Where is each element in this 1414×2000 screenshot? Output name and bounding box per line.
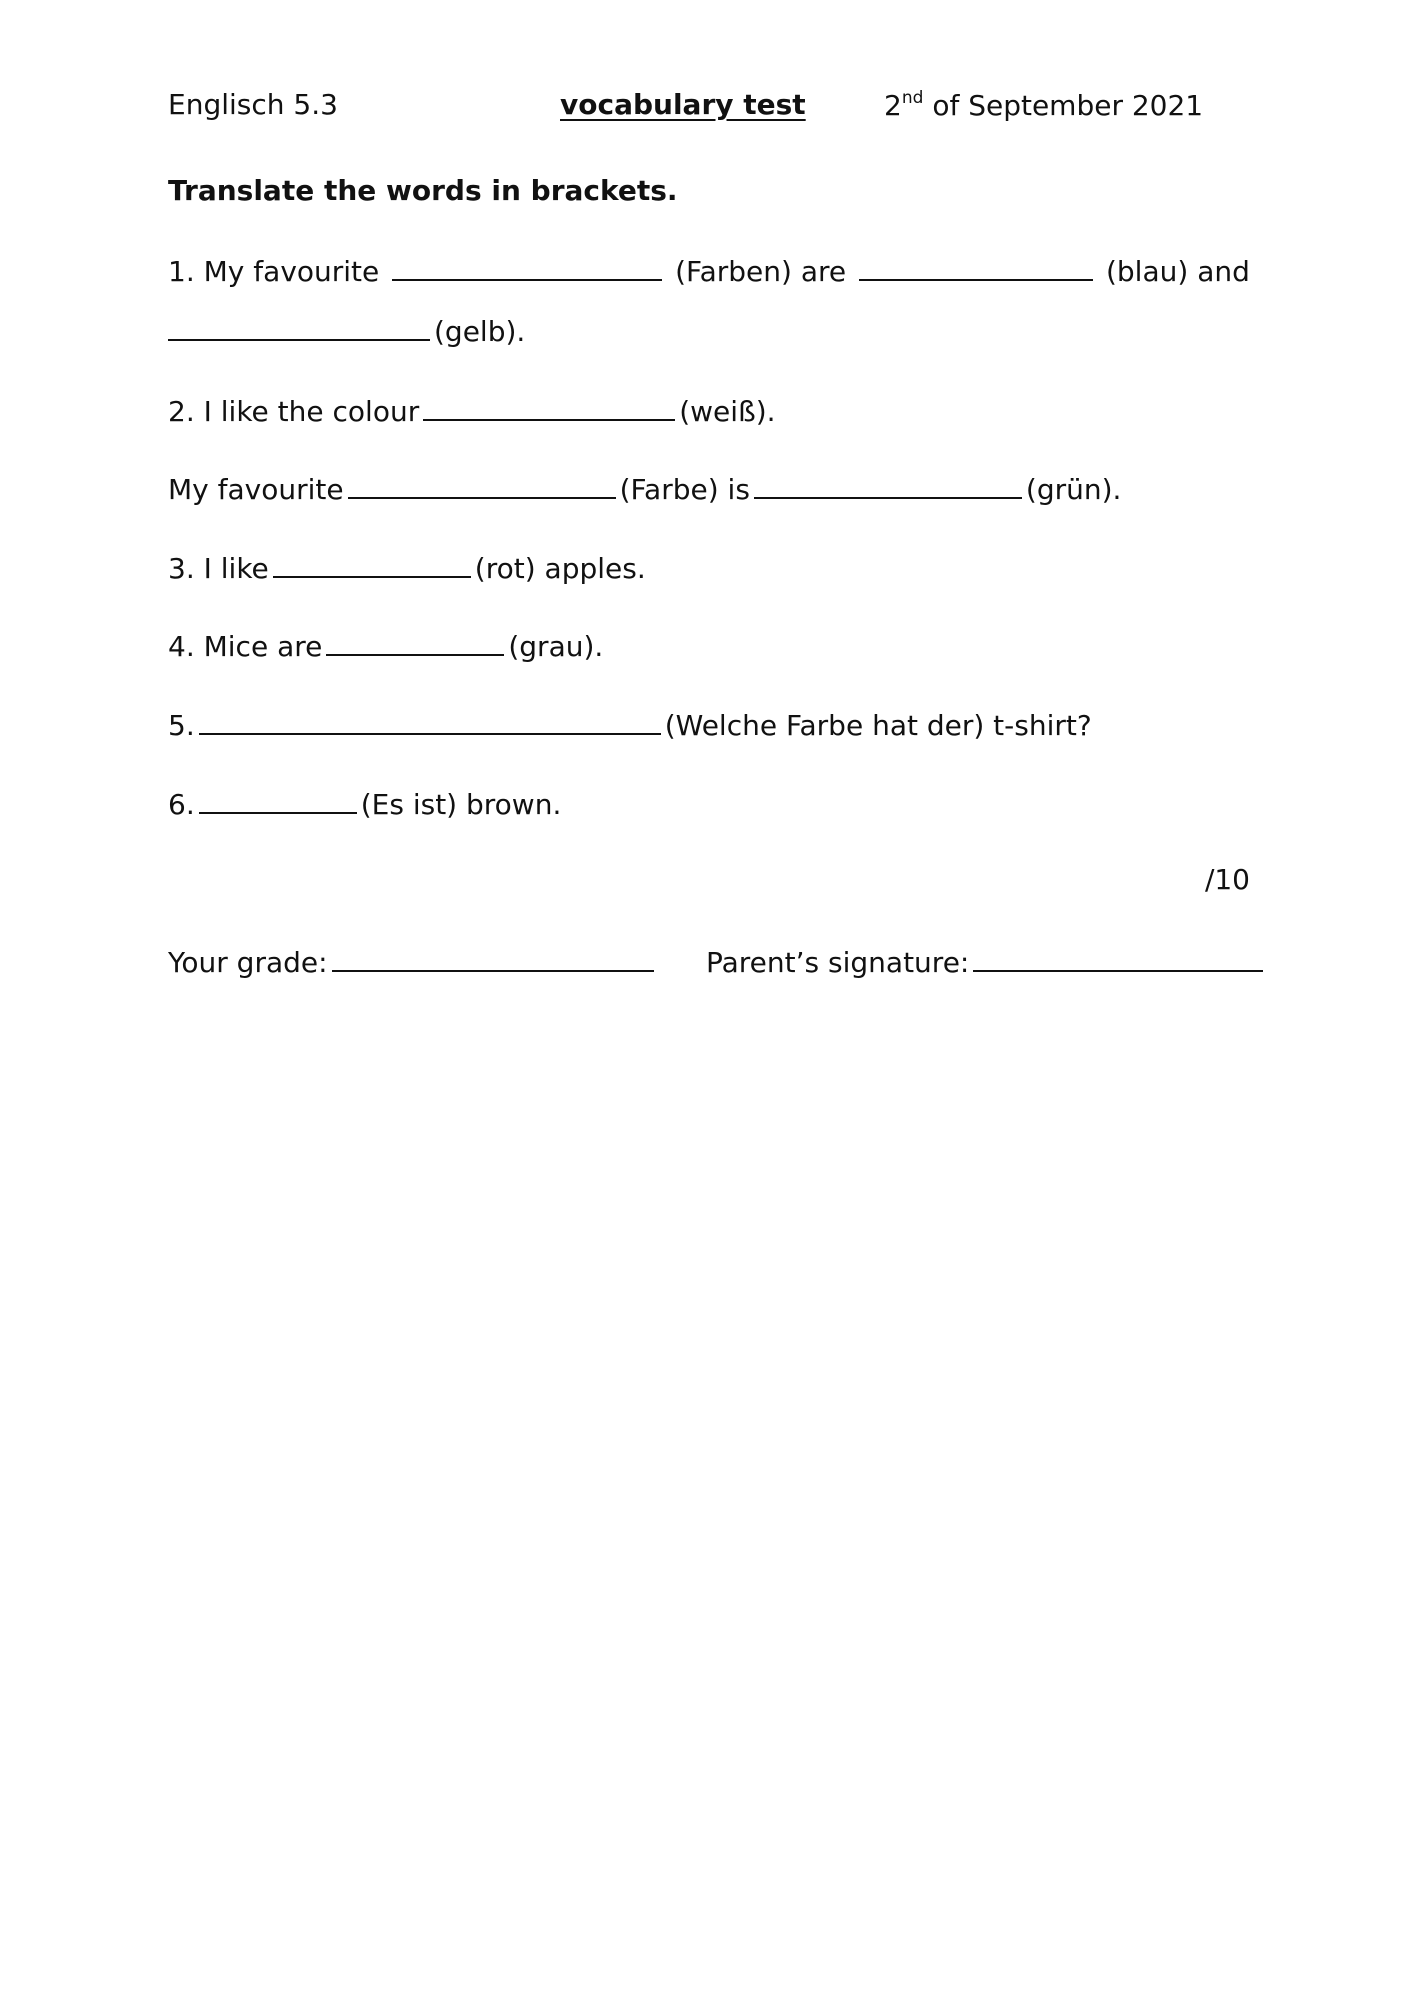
q5-prefix: 5. (168, 709, 195, 742)
question-1-line-2 (168, 311, 1250, 350)
q2-prefix: 2. I like the colour (168, 395, 420, 428)
q2b-hint-gruen: (grün). (1025, 473, 1122, 506)
answer-blank[interactable] (754, 469, 1022, 499)
q6-prefix: 6. (168, 788, 195, 821)
test-title: vocabulary test (560, 88, 806, 121)
q1-mid: are (800, 255, 847, 288)
signature-field (706, 942, 1267, 981)
answer-blank[interactable] (199, 784, 357, 814)
date-suffix: nd (901, 88, 924, 108)
answer-blank[interactable] (392, 251, 662, 281)
question-4 (168, 626, 1250, 665)
test-date (884, 88, 1203, 122)
date-rest: of September 2021 (932, 89, 1204, 122)
signature-label: Parent’s signature: (706, 946, 970, 979)
q1-number: 1. (168, 255, 195, 288)
answer-blank[interactable] (859, 251, 1093, 281)
question-2-line-2 (168, 469, 1250, 508)
q1-hint-gelb: (gelb). (434, 315, 526, 348)
answer-blank[interactable] (199, 705, 661, 735)
answer-blank[interactable] (348, 469, 616, 499)
question-6 (168, 784, 1250, 823)
q1-prefix: My (203, 255, 245, 288)
q2b-prefix: My favourite (168, 473, 344, 506)
grade-blank[interactable] (332, 942, 654, 972)
q4-suffix: (grau). (508, 630, 604, 663)
question-3 (168, 548, 1250, 587)
grade-label: Your grade: (168, 946, 328, 979)
q2b-hint-farbe: (Farbe) is (619, 473, 750, 506)
q6-suffix: (Es ist) brown. (360, 788, 562, 821)
answer-blank[interactable] (423, 391, 675, 421)
answer-blank[interactable] (168, 311, 430, 341)
signature-blank[interactable] (973, 942, 1263, 972)
answer-blank[interactable] (273, 548, 471, 578)
grade-field (168, 942, 658, 981)
q1-and: and (1197, 255, 1250, 288)
question-1-line-1 (168, 251, 1250, 290)
q1-hint-farben: (Farben) (675, 255, 792, 288)
total-score: /10 (1204, 863, 1250, 896)
q1-word: favourite (253, 255, 380, 288)
q3-prefix: 3. I like (168, 552, 269, 585)
instruction: Translate the words in brackets. (168, 174, 678, 207)
q4-prefix: 4. Mice are (168, 630, 323, 663)
q5-suffix: (Welche Farbe hat der) t-shirt? (664, 709, 1092, 742)
answer-blank[interactable] (326, 626, 504, 656)
question-5 (168, 705, 1250, 744)
course-label: Englisch 5.3 (168, 88, 338, 121)
q2-hint-weiss: (weiß). (679, 395, 776, 428)
question-2-line-1 (168, 391, 1250, 430)
q3-suffix: (rot) apples. (474, 552, 646, 585)
q1-hint-blau: (blau) (1105, 255, 1189, 288)
date-day: 2 (884, 89, 902, 122)
